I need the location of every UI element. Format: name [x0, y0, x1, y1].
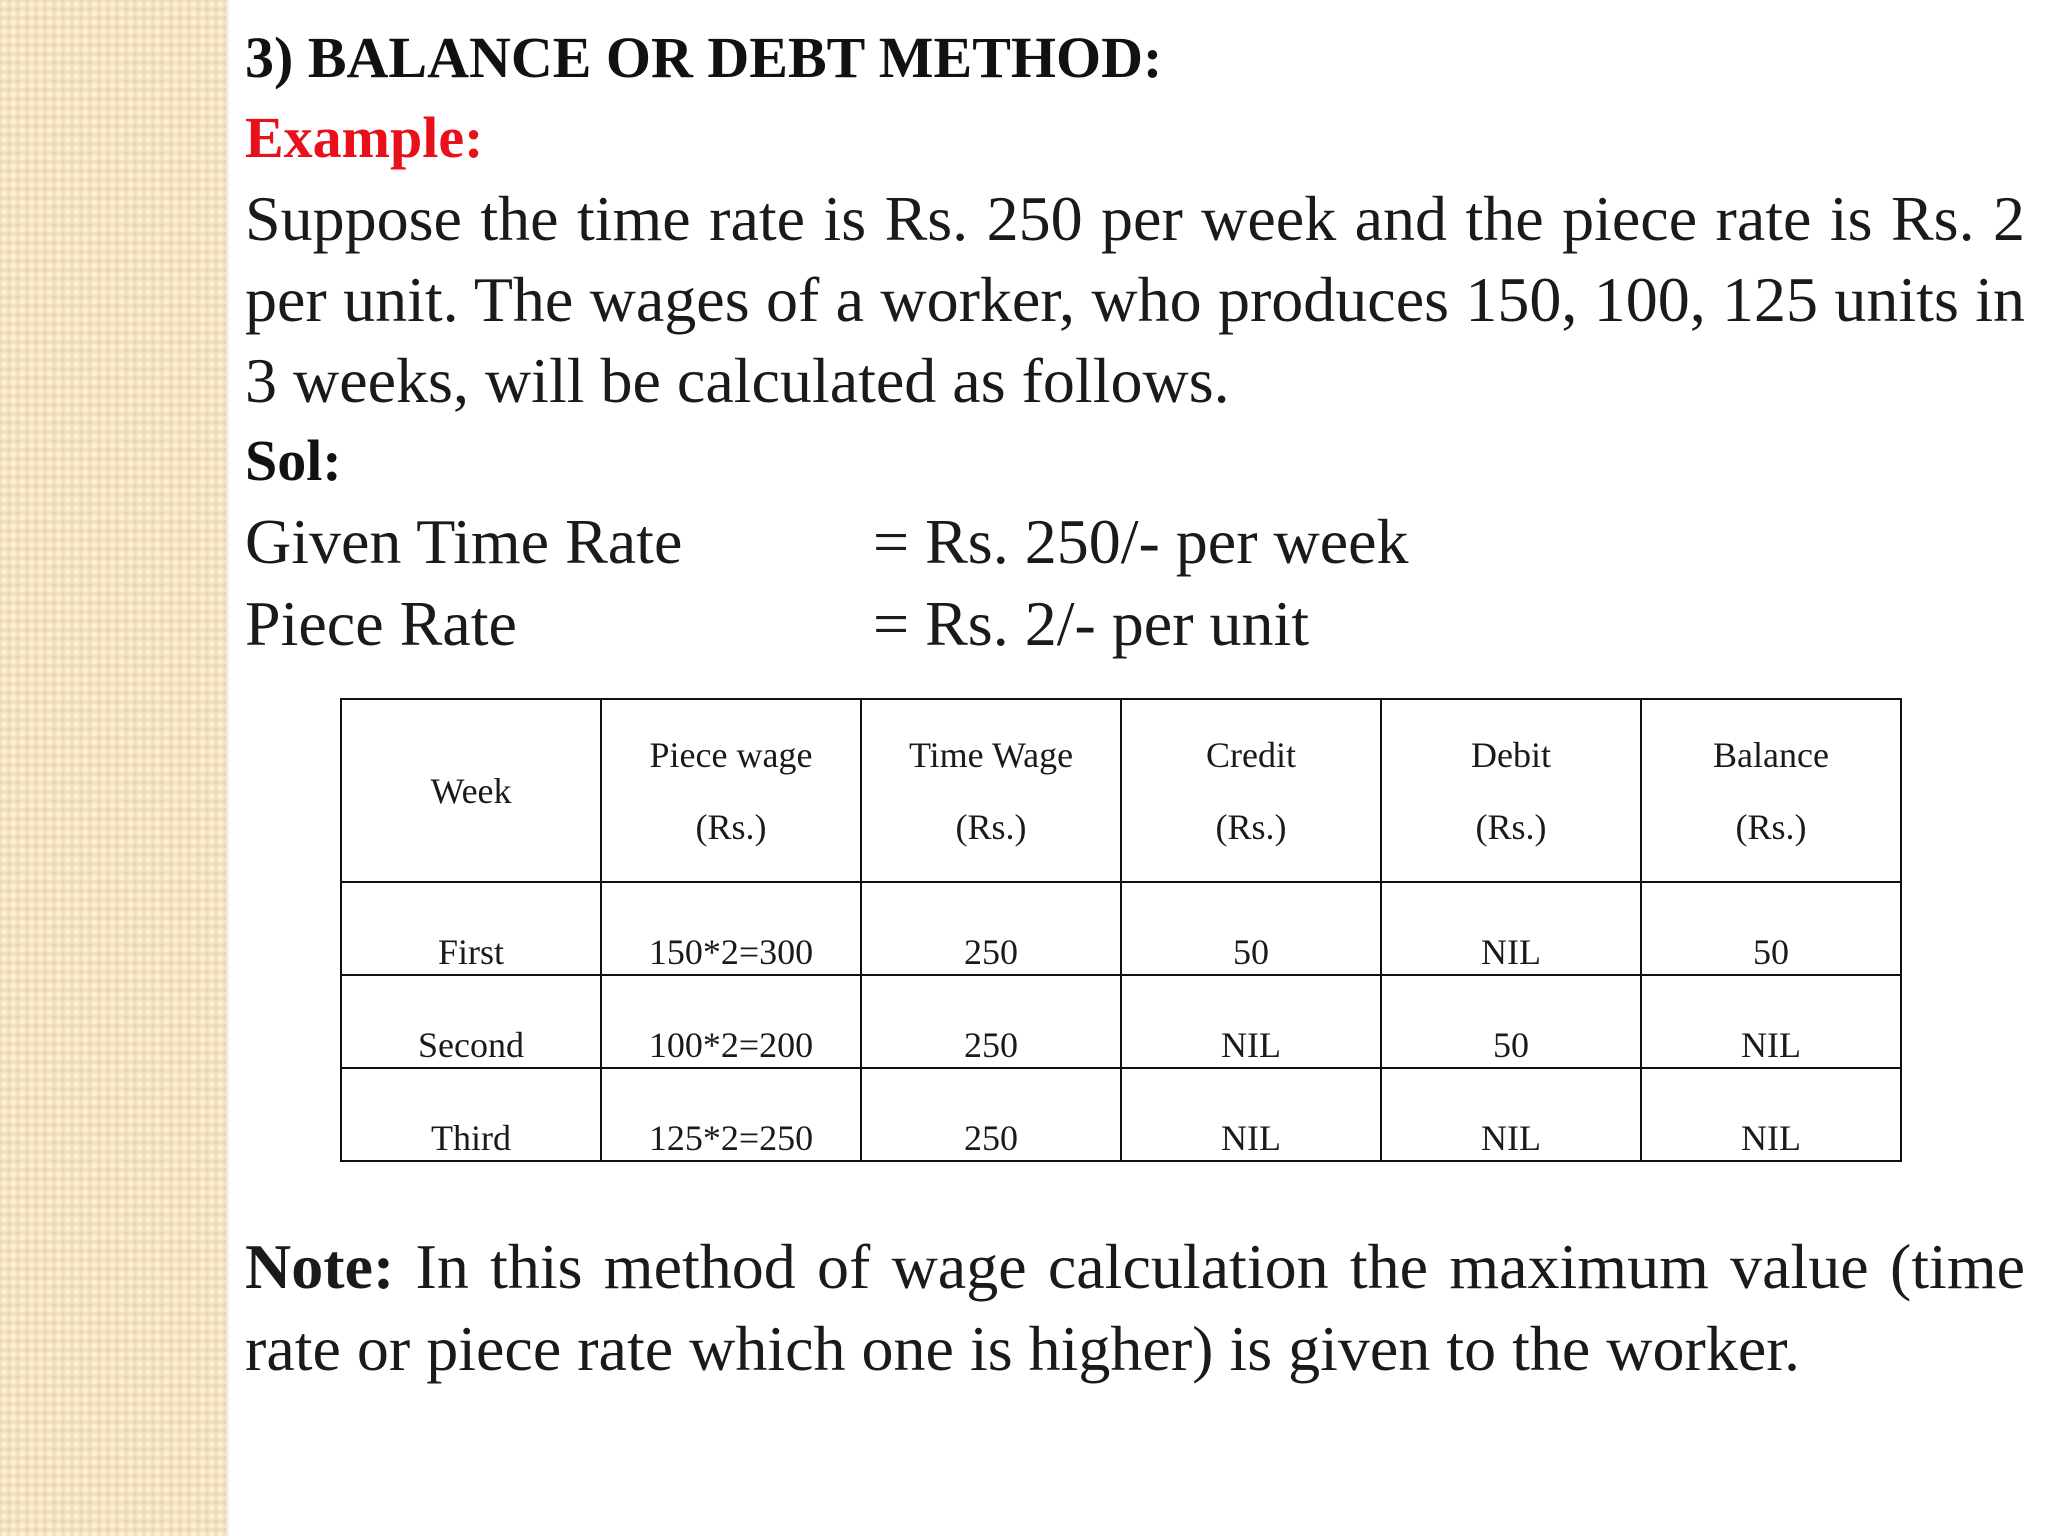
given-time-rate-value: = Rs. 250/- per week — [873, 506, 1409, 577]
header-debit-label: Debit — [1471, 734, 1551, 775]
given-time-rate-row — [245, 501, 2025, 583]
header-credit-unit: (Rs.) — [1215, 806, 1287, 847]
header-time-wage — [861, 699, 1121, 882]
cell-debit: 50 — [1381, 975, 1641, 1068]
header-balance — [1641, 699, 1901, 882]
header-debit — [1381, 699, 1641, 882]
cell-credit: 50 — [1121, 882, 1381, 975]
cell-piece-wage: 100*2=200 — [601, 975, 861, 1068]
header-balance-label: Balance — [1713, 734, 1829, 775]
problem-text: Suppose the time rate is Rs. 250 per week and the piece rate is Rs. 2 per unit. The wages of a worker, who produces 150, 100, 125 units in 3 weeks, will be calculated as follows. — [245, 183, 2025, 416]
cell-piece-wage: 125*2=250 — [601, 1068, 861, 1161]
cell-credit: NIL — [1121, 975, 1381, 1068]
header-piece-wage — [601, 699, 861, 882]
header-debit-unit: (Rs.) — [1475, 806, 1547, 847]
cell-credit: NIL — [1121, 1068, 1381, 1161]
note-paragraph — [245, 1226, 2025, 1390]
cell-balance: 50 — [1641, 882, 1901, 975]
table-row — [341, 975, 1901, 1068]
header-week — [341, 699, 601, 882]
solution-label: Sol: — [245, 428, 342, 493]
table-row — [341, 1068, 1901, 1161]
example-label: Example: — [245, 105, 484, 170]
piece-rate-label: Piece Rate — [245, 588, 517, 659]
piece-rate-value: = Rs. 2/- per unit — [873, 588, 1310, 659]
note-text: In this method of wage calculation the maximum value (time rate or piece rate which one is higher) is given to the worker. — [245, 1231, 2026, 1384]
given-time-rate-label: Given Time Rate — [245, 506, 683, 577]
decorative-side-panel — [0, 0, 226, 1536]
slide-heading: 3) BALANCE OR DEBT METHOD: — [245, 25, 1163, 90]
cell-time-wage: 250 — [861, 882, 1121, 975]
cell-debit: NIL — [1381, 882, 1641, 975]
cell-time-wage: 250 — [861, 1068, 1121, 1161]
cell-piece-wage: 150*2=300 — [601, 882, 861, 975]
header-credit — [1121, 699, 1381, 882]
header-time-wage-label: Time Wage — [908, 734, 1074, 775]
note-label: Note: — [245, 1231, 395, 1302]
table-row — [341, 882, 1901, 975]
cell-balance: NIL — [1641, 975, 1901, 1068]
header-balance-unit: (Rs.) — [1735, 806, 1807, 847]
cell-week: Third — [341, 1068, 601, 1161]
cell-balance: NIL — [1641, 1068, 1901, 1161]
header-credit-label: Credit — [1206, 734, 1296, 775]
side-panel-edge — [226, 0, 230, 1536]
wage-table-container — [340, 698, 1902, 1162]
header-week-label: Week — [430, 770, 512, 811]
cell-week: First — [341, 882, 601, 975]
wage-table — [340, 698, 1902, 1162]
table-header-row — [341, 699, 1901, 882]
cell-time-wage: 250 — [861, 975, 1121, 1068]
cell-debit: NIL — [1381, 1068, 1641, 1161]
header-piece-wage-label: Piece wage — [649, 734, 813, 775]
header-time-wage-unit: (Rs.) — [955, 806, 1027, 847]
header-piece-wage-unit: (Rs.) — [695, 806, 767, 847]
piece-rate-row — [245, 583, 2025, 665]
cell-week: Second — [341, 975, 601, 1068]
slide-content — [245, 18, 2025, 665]
